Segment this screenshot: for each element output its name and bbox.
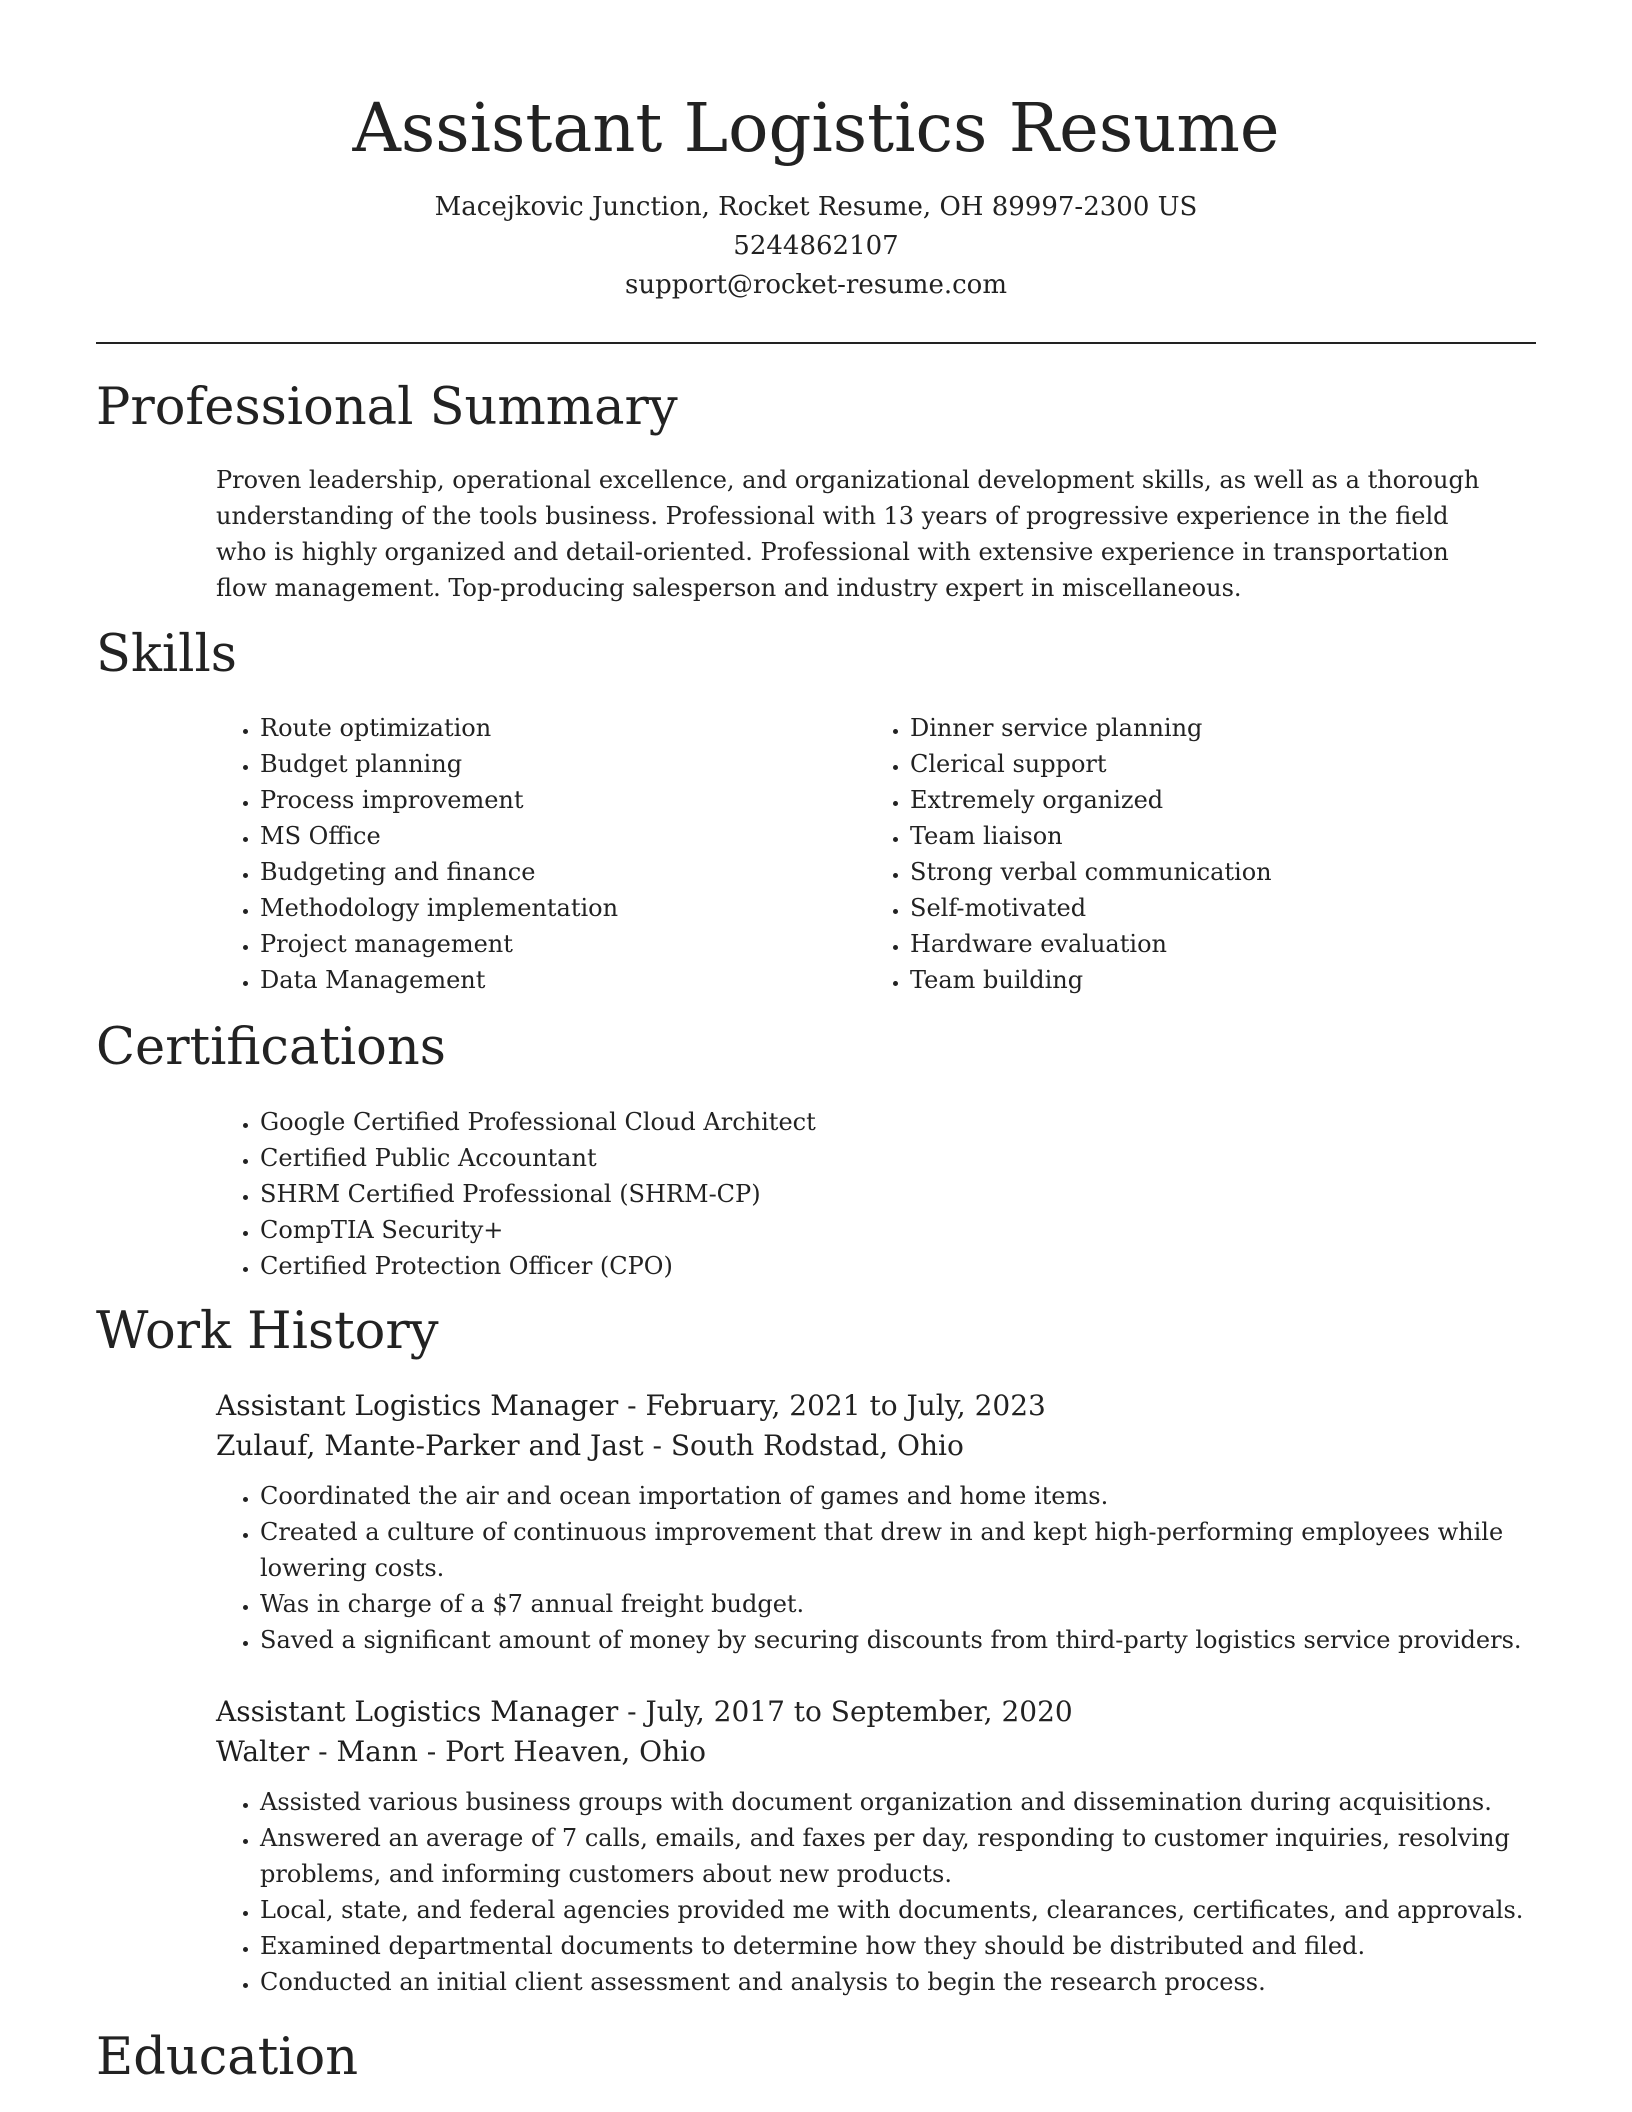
skill-item: • Data Management <box>260 962 836 998</box>
skill-item: • Hardware evaluation <box>910 926 1506 962</box>
resume-title: Assistant Logistics Resume <box>352 89 1280 167</box>
job-bullets <box>216 1478 1536 1658</box>
job-dates: July, 2017 to September, 2020 <box>645 1695 1073 1728</box>
skill-item: • Methodology implementation <box>260 890 836 926</box>
skill-item: • Self-motivated <box>910 890 1506 926</box>
job-bullet-list <box>216 1478 1536 1658</box>
separator: - <box>618 1695 646 1728</box>
skill-item: • Dinner service planning <box>910 710 1506 746</box>
certifications-list <box>216 1104 1506 1284</box>
skill-item: • Route optimization <box>260 710 836 746</box>
job-bullet: • Created a culture of continuous improvement that drew in and kept high-performing employees while lowering costs. <box>260 1514 1536 1586</box>
skill-item: • Project management <box>260 926 836 962</box>
job-bullet: • Conducted an initial client assessment and analysis to begin the research process. <box>260 1964 1536 2000</box>
certification-item: • Certified Public Accountant <box>260 1140 1506 1176</box>
skill-item: • Clerical support <box>910 746 1506 782</box>
contact-address: Macejkovic Junction, Rocket Resume, OH 89997-2300 US <box>434 192 1198 222</box>
skill-item: • Team building <box>910 962 1506 998</box>
skill-item: • Extremely organized <box>910 782 1506 818</box>
summary-heading: Professional Summary <box>96 378 678 437</box>
skill-item: • Budgeting and finance <box>260 854 836 890</box>
job-company: Walter - Mann <box>216 1735 418 1768</box>
certification-item: • Google Certified Professional Cloud Architect <box>260 1104 1506 1140</box>
skills-heading: Skills <box>96 625 237 684</box>
resume-header <box>0 84 1632 305</box>
job-bullet: • Was in charge of a $7 annual freight budget. <box>260 1586 1536 1622</box>
skills-column-right <box>866 710 1506 998</box>
job-title-line <box>216 1692 1536 1732</box>
separator: - <box>643 1429 671 1462</box>
certifications-heading: Certifications <box>96 1018 446 1077</box>
job-bullet: • Answered an average of 7 calls, emails, and faxes per day, responding to customer inquiries, resolving problems, and informing customers about new products. <box>260 1820 1536 1892</box>
job-title: Assistant Logistics Manager <box>216 1695 619 1728</box>
skill-item: • Process improvement <box>260 782 836 818</box>
skill-item: • Strong verbal communication <box>910 854 1506 890</box>
certification-item: • CompTIA Security+ <box>260 1212 1506 1248</box>
certification-item: • SHRM Certified Professional (SHRM-CP) <box>260 1176 1506 1212</box>
job-title-line <box>216 1386 1536 1426</box>
job-company-line <box>216 1732 1536 1772</box>
job-bullet: • Local, state, and federal agencies provided me with documents, clearances, certificates, and approvals. <box>260 1892 1536 1928</box>
separator: - <box>417 1735 446 1768</box>
skills-list-left <box>216 710 836 998</box>
job-bullet-list <box>216 1784 1536 2000</box>
skills-list-right <box>866 710 1506 998</box>
certifications-block <box>216 1104 1506 1284</box>
job-title: Assistant Logistics Manager <box>216 1389 619 1422</box>
job-bullet: • Saved a significant amount of money by securing discounts from third-party logistics service providers. <box>260 1622 1536 1658</box>
job-company: Zulauf, Mante-Parker and Jast <box>216 1429 644 1462</box>
job-bullet: • Coordinated the air and ocean importation of games and home items. <box>260 1478 1536 1514</box>
skill-item: • Team liaison <box>910 818 1506 854</box>
job-entry <box>216 1386 1536 1658</box>
skill-item: • Budget planning <box>260 746 836 782</box>
work-history-heading: Work History <box>96 1302 439 1361</box>
job-dates: February, 2021 to July, 2023 <box>645 1389 1046 1422</box>
header-divider <box>96 342 1536 344</box>
skill-item: • MS Office <box>260 818 836 854</box>
separator: - <box>618 1389 646 1422</box>
contact-email: support@rocket-resume.com <box>624 270 1007 300</box>
skills-column-left <box>216 710 836 998</box>
job-bullet: • Assisted various business groups with document organization and dissemination during acquisitions. <box>260 1784 1536 1820</box>
summary-text: Proven leadership, operational excellence, and organizational development skills, as well as a thorough understanding of the tools business. Professional with 13 years of progressive experience in the field who is highly organized and detail-oriented. Professional with extensive experience in transportation flow management. Top-producing salesperson and industry expert in miscellaneous. <box>216 466 1480 602</box>
job-entry <box>216 1692 1536 2000</box>
job-company-line <box>216 1426 1536 1466</box>
job-location: South Rodstad, Ohio <box>670 1429 964 1462</box>
job-bullet: • Examined departmental documents to determine how they should be distributed and filed. <box>260 1928 1536 1964</box>
job-bullets <box>216 1784 1536 2000</box>
contact-block <box>0 188 1632 305</box>
job-location: Port Heaven, Ohio <box>445 1735 706 1768</box>
education-heading: Education <box>96 2028 359 2087</box>
certification-item: • Certified Protection Officer (CPO) <box>260 1248 1506 1284</box>
contact-phone: 5244862107 <box>733 231 899 261</box>
